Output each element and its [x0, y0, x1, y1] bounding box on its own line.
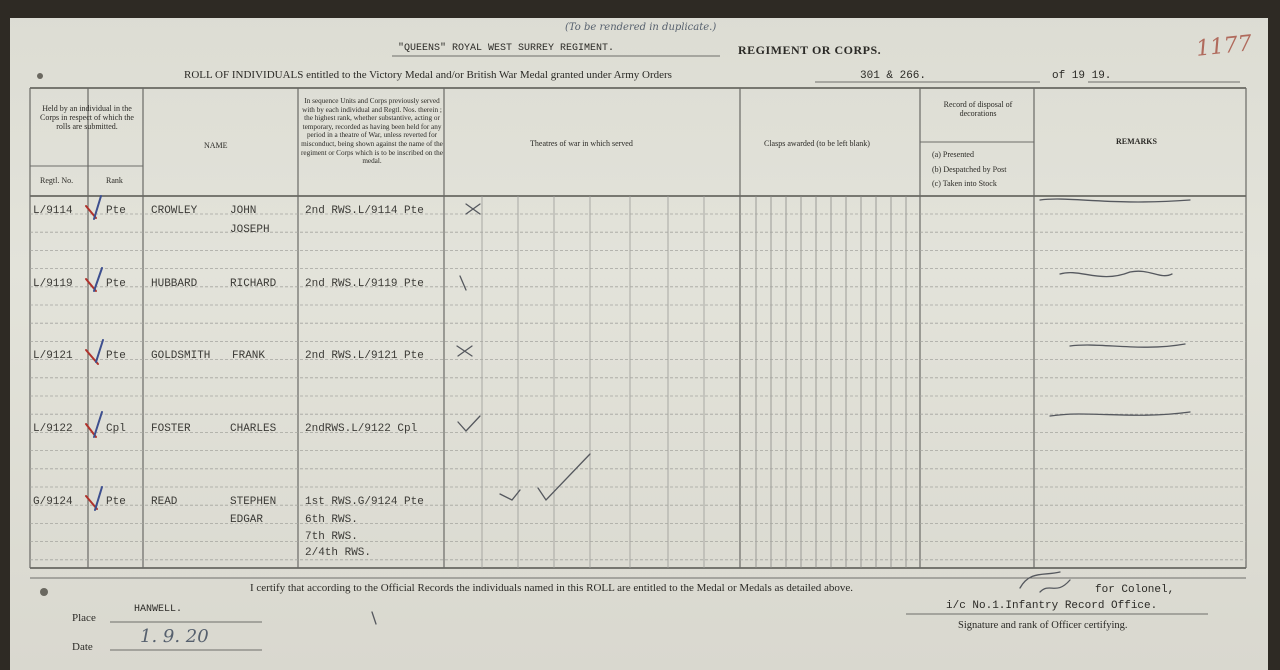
disposal-c: (c) Taken into Stock	[932, 179, 997, 188]
rank-cell: Pte	[106, 278, 126, 290]
units-cell: 2ndRWS.L/9122 Cpl	[305, 423, 418, 435]
theatres-header: Theatres of war in which served	[530, 139, 633, 148]
army-orders: 301 & 266.	[860, 70, 927, 82]
page-number: 1177	[1194, 31, 1254, 62]
place-label: Place	[72, 612, 96, 624]
blue-tick-marks	[94, 196, 103, 510]
forename2-cell: JOSEPH	[230, 224, 270, 236]
held-by-header: Held by an individual in the Corps in respect of which the rolls are submitted.	[40, 104, 134, 131]
for-colonel: for Colonel,	[1095, 584, 1175, 596]
units-cell: 2/4th RWS.	[305, 547, 372, 559]
date-value: 1. 9. 20	[140, 626, 209, 647]
regtl-no-cell: L/9121	[33, 350, 73, 362]
clasps-header: Clasps awarded (to be left blank)	[764, 139, 870, 148]
year-label: of 19 19.	[1052, 70, 1112, 82]
place-value: HANWELL.	[134, 604, 183, 615]
units-cell: 2nd RWS.L/9119 Pte	[305, 278, 424, 290]
forename-cell: STEPHEN	[230, 496, 277, 508]
rank-cell: Pte	[106, 496, 126, 508]
units-cell: 2nd RWS.L/9121 Pte	[305, 350, 424, 362]
units-corps-header: In sequence Units and Corps previously served with by each individual and Regtl. Nos. therein ; the highest rank, whether substantive, acting or temporary, recorded as having been held for any period in a theatre of War, unless reverted for misconduct, being shown against the name of the regiment or Corps which is to be inscribed on the medal.	[301, 97, 443, 166]
surname-cell: GOLDSMITH	[151, 350, 211, 362]
forename-cell: CHARLES	[230, 423, 277, 435]
regiment-name: "QUEENS" ROYAL WEST SURREY REGIMENT.	[398, 43, 615, 54]
pencil-marks	[372, 199, 1190, 624]
rank-header: Rank	[106, 176, 123, 185]
units-cell: 7th RWS.	[305, 531, 358, 543]
surname-cell: HUBBARD	[151, 278, 198, 290]
disposal-b: (b) Despatched by Post	[932, 165, 1007, 174]
forename-cell: FRANK	[232, 350, 266, 362]
regtl-no-header: Regtl. No.	[40, 176, 74, 185]
disposal-header: Record of disposal of decorations	[943, 100, 1013, 118]
date-label: Date	[72, 641, 93, 653]
regiment-label: REGIMENT OR CORPS.	[738, 43, 882, 57]
roll-title: ROLL OF INDIVIDUALS entitled to the Victory Medal and/or British War Medal granted under Army Orders	[184, 69, 672, 81]
remarks-header: REMARKS	[1116, 137, 1157, 146]
forename-cell: JOHN	[230, 205, 257, 217]
regtl-no-cell: L/9114	[33, 205, 73, 217]
forename-cell: RICHARD	[230, 278, 277, 290]
certify-statement: I certify that according to the Official Records the individuals named in this ROLL are entitled to the Medal or Medals as detailed above.	[250, 582, 853, 594]
surname-cell: FOSTER	[151, 423, 191, 435]
rank-cell: Pte	[106, 350, 126, 362]
regtl-no-cell: L/9119	[33, 278, 73, 290]
rank-cell: Cpl	[106, 423, 126, 435]
red-tick-marks	[86, 206, 98, 509]
rank-cell: Pte	[106, 205, 126, 217]
units-cell: 6th RWS.	[305, 514, 358, 526]
disposal-a: (a) Presented	[932, 150, 974, 159]
forename2-cell: EDGAR	[230, 514, 264, 526]
surname-cell: CROWLEY	[151, 205, 198, 217]
surname-cell: READ	[151, 496, 178, 508]
page-hole-marks	[37, 73, 48, 596]
units-cell: 2nd RWS.L/9114 Pte	[305, 205, 424, 217]
record-office: i/c No.1.Infantry Record Office.	[946, 600, 1158, 612]
units-cell: 1st RWS.G/9124 Pte	[305, 496, 424, 508]
duplicate-note: (To be rendered in duplicate.)	[565, 22, 717, 33]
regtl-no-cell: G/9124	[33, 496, 73, 508]
signature-caption: Signature and rank of Officer certifying.	[958, 620, 1128, 631]
name-header: NAME	[204, 141, 228, 150]
regtl-no-cell: L/9122	[33, 423, 73, 435]
